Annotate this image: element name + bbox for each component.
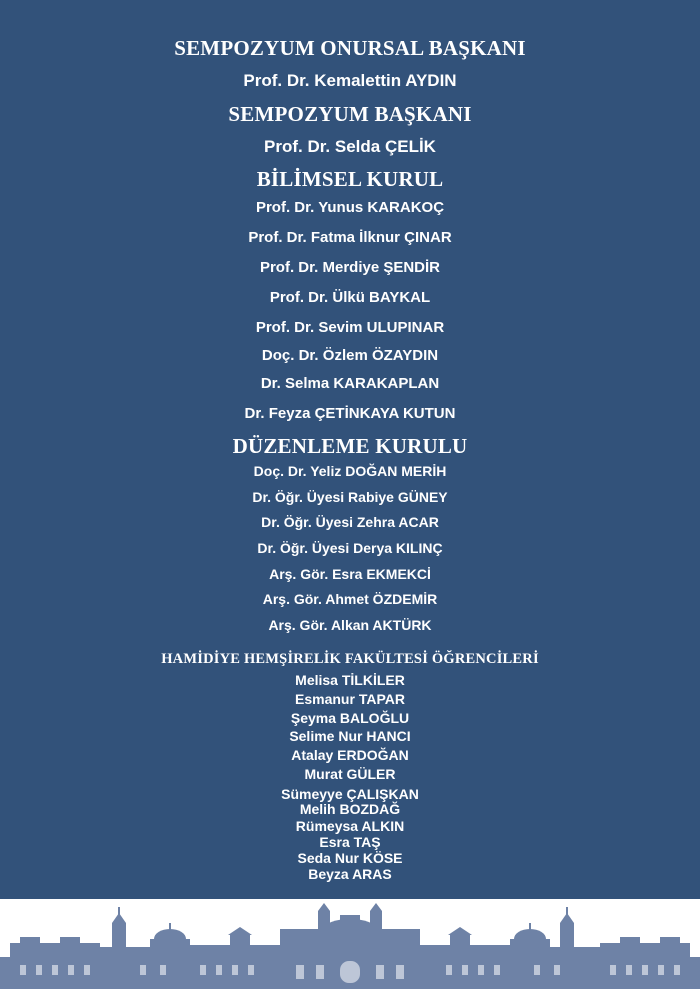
chair-name: Prof. Dr. Selda ÇELİK: [264, 137, 436, 156]
organizing-committee-heading: DÜZENLEME KURULU: [232, 434, 468, 458]
organizing-committee-member: Dr. Öğr. Üyesi Zehra ACAR: [261, 514, 439, 530]
student-name: Beyza ARAS: [308, 866, 392, 882]
student-name: Melih BOZDAĞ: [299, 801, 401, 817]
student-name: Şeyma BALOĞLU: [290, 710, 410, 726]
scientific-committee-member: Prof. Dr. Ülkü BAYKAL: [269, 289, 431, 306]
student-name: Rümeysa ALKIN: [295, 818, 405, 834]
scientific-committee-member: Dr. Selma KARAKAPLAN: [260, 375, 440, 392]
organizing-committee-member: Dr. Öğr. Üyesi Rabiye GÜNEY: [252, 489, 448, 505]
student-name: Atalay ERDOĞAN: [291, 747, 409, 763]
chair-heading: SEMPOZYUM BAŞKANI: [228, 102, 472, 126]
student-name: Selime Nur HANCI: [289, 728, 411, 744]
scientific-committee-member: Doç. Dr. Özlem ÖZAYDIN: [261, 347, 439, 364]
student-name: Melisa TİLKİLER: [295, 672, 405, 688]
student-name: Murat GÜLER: [304, 766, 396, 782]
student-name: Seda Nur KÖSE: [297, 850, 403, 866]
scientific-committee-member: Prof. Dr. Merdiye ŞENDİR: [259, 259, 441, 276]
honorary-chair-heading: SEMPOZYUM ONURSAL BAŞKANI: [174, 36, 526, 60]
scientific-committee-member: Prof. Dr. Sevim ULUPINAR: [255, 319, 445, 336]
honorary-chair-name: Prof. Dr. Kemalettin AYDIN: [243, 71, 457, 90]
building-silhouette-footer: [0, 899, 700, 989]
organizing-committee-member: Dr. Öğr. Üyesi Derya KILINÇ: [257, 540, 443, 556]
building-illustration: [0, 899, 700, 989]
student-name: Esra TAŞ: [319, 834, 381, 850]
organizing-committee-member: Arş. Gör. Alkan AKTÜRK: [268, 617, 432, 633]
students-heading: HAMİDİYE HEMŞİRELİK FAKÜLTESİ ÖĞRENCİLERİ: [161, 651, 539, 667]
student-name: Sümeyye ÇALIŞKAN: [281, 786, 419, 802]
scientific-committee-heading: BİLİMSEL KURUL: [256, 167, 444, 191]
organizing-committee-member: Arş. Gör. Ahmet ÖZDEMİR: [262, 591, 438, 607]
scientific-committee-member: Prof. Dr. Fatma İlknur ÇINAR: [248, 229, 452, 246]
scientific-committee-member: Prof. Dr. Yunus KARAKOÇ: [255, 199, 445, 216]
scientific-committee-member: Dr. Feyza ÇETİNKAYA KUTUN: [244, 405, 456, 422]
student-name: Esmanur TAPAR: [295, 691, 405, 707]
organizing-committee-member: Doç. Dr. Yeliz DOĞAN MERİH: [253, 463, 447, 479]
organizing-committee-member: Arş. Gör. Esra EKMEKCİ: [269, 566, 431, 582]
